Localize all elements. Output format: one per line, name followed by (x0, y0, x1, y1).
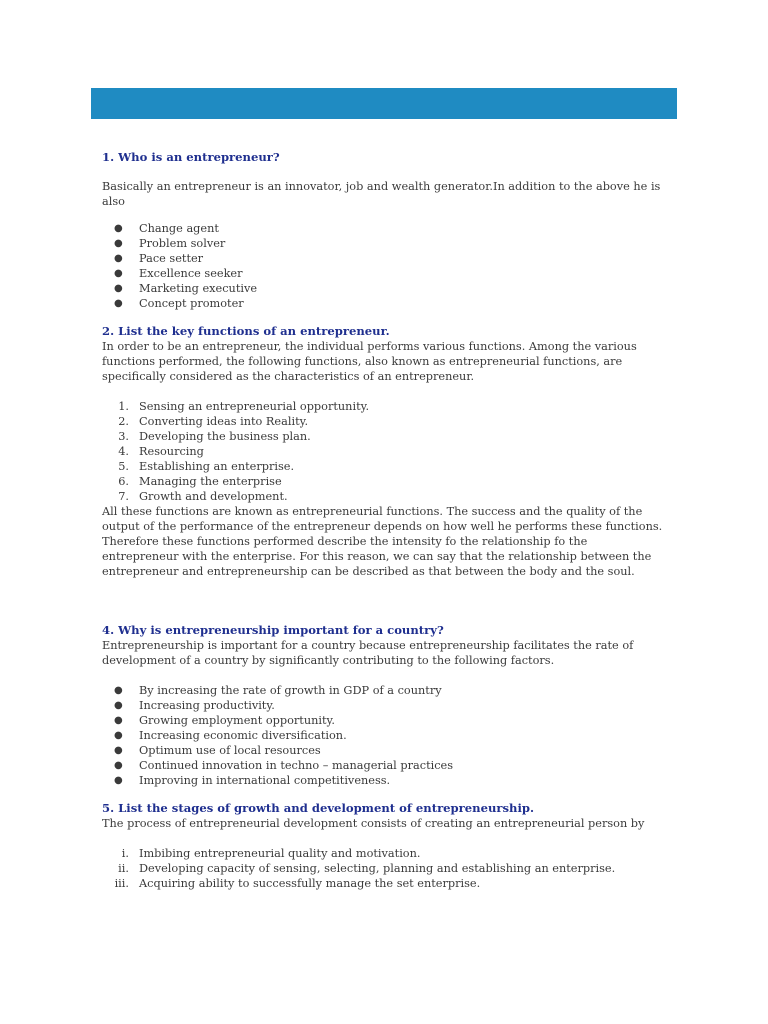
section-4-heading: 4. Why is entrepreneurship important for a country? (102, 623, 444, 637)
list-item: ● Increasing economic diversification. (114, 729, 347, 742)
list-item: ● By increasing the rate of growth in GDP of a country (114, 684, 442, 697)
list-item: ● Improving in international competitiveness. (114, 774, 391, 787)
list-item: ● Pace setter (114, 252, 204, 265)
bullet-icon: ● (114, 283, 123, 294)
section-5-heading: 5. List the stages of growth and development of entrepreneurship. (102, 801, 534, 815)
list-item: ii. Developing capacity of sensing, selecting, planning and establishing an enterprise. (118, 862, 616, 875)
list-item: ● Problem solver (114, 237, 226, 250)
bullet-icon: ● (114, 745, 123, 756)
section-2-intro-line: In order to be an entrepreneur, the individual performs various functions. Among the various (102, 340, 637, 353)
list-item: 5. Establishing an enterprise. (118, 460, 295, 473)
section-2-outro-line: entrepreneur with the enterprise. For this reason, we can say that the relationship between the (102, 550, 652, 563)
section-4-intro-line: Entrepreneurship is important for a country because entrepreneurship facilitates the rate of (102, 639, 634, 652)
section-1-intro: Basically an entrepreneur is an innovator, job and wealth generator.In addition to the above he is also (102, 180, 661, 208)
list-item: iii. Acquiring ability to successfully manage the set enterprise. (114, 877, 481, 890)
section-4-bullet-list (102, 683, 670, 788)
bullet-icon: ● (114, 298, 123, 309)
bullet-icon: ● (114, 253, 123, 264)
list-item: ● Increasing productivity. (114, 699, 275, 712)
list-item: ● Change agent (114, 222, 219, 235)
list-item: ● Growing employment opportunity. (114, 714, 336, 727)
list-item: i. Imbibing entrepreneurial quality and motivation. (121, 847, 421, 860)
bullet-icon: ● (114, 775, 123, 786)
section-5-roman-list (102, 846, 670, 891)
list-item: 6. Managing the enterprise (118, 475, 282, 488)
list-item: 2. Converting ideas into Reality. (118, 415, 309, 428)
section-1-heading: 1. Who is an entrepreneur? (102, 150, 280, 164)
bullet-icon: ● (114, 730, 123, 741)
document-body (102, 150, 670, 891)
section-2-intro-line: functions performed, the following functions, also known as entrepreneurial functions, are (102, 355, 623, 368)
section-2-intro-line: specifically considered as the characteristics of an entrepreneur. (102, 370, 475, 383)
list-item: ● Excellence seeker (114, 267, 243, 280)
list-item: ● Marketing executive (114, 282, 258, 295)
list-item: ● Optimum use of local resources (114, 744, 321, 757)
bullet-icon: ● (114, 238, 123, 249)
bullet-icon: ● (114, 760, 123, 771)
section-2-heading: 2. List the key functions of an entrepreneur. (102, 324, 390, 338)
header-banner (91, 88, 677, 119)
section-5-intro: The process of entrepreneurial development consists of creating an entrepreneurial person by (102, 817, 645, 830)
bullet-icon: ● (114, 685, 123, 696)
list-item: ● Continued innovation in techno – managerial practices (114, 759, 454, 772)
section-2-outro-line: All these functions are known as entrepreneurial functions. The success and the quality of the (102, 505, 643, 518)
section-2-outro-line: entrepreneur and entrepreneurship can be described as that between the body and the soul. (102, 565, 635, 578)
bullet-icon: ● (114, 715, 123, 726)
section-2-numbered-list (102, 399, 670, 504)
section-2-outro-line: Therefore these functions performed describe the intensity fo the relationship fo the (102, 535, 588, 548)
list-item: 1. Sensing an entrepreneurial opportunity. (118, 400, 370, 413)
bullet-icon: ● (114, 223, 123, 234)
bullet-icon: ● (114, 268, 123, 279)
bullet-icon: ● (114, 700, 123, 711)
list-item: 3. Developing the business plan. (118, 430, 311, 443)
list-item: 4. Resourcing (118, 445, 204, 458)
section-4-intro-line: development of a country by significantly contributing to the following factors. (102, 654, 555, 667)
section-2-outro-line: output of the performance of the entrepreneur depends on how well he performs these functions. (102, 520, 663, 533)
section-1-bullet-list (102, 221, 670, 311)
list-item: 7. Growth and development. (118, 490, 288, 503)
list-item: ● Concept promoter (114, 297, 244, 310)
